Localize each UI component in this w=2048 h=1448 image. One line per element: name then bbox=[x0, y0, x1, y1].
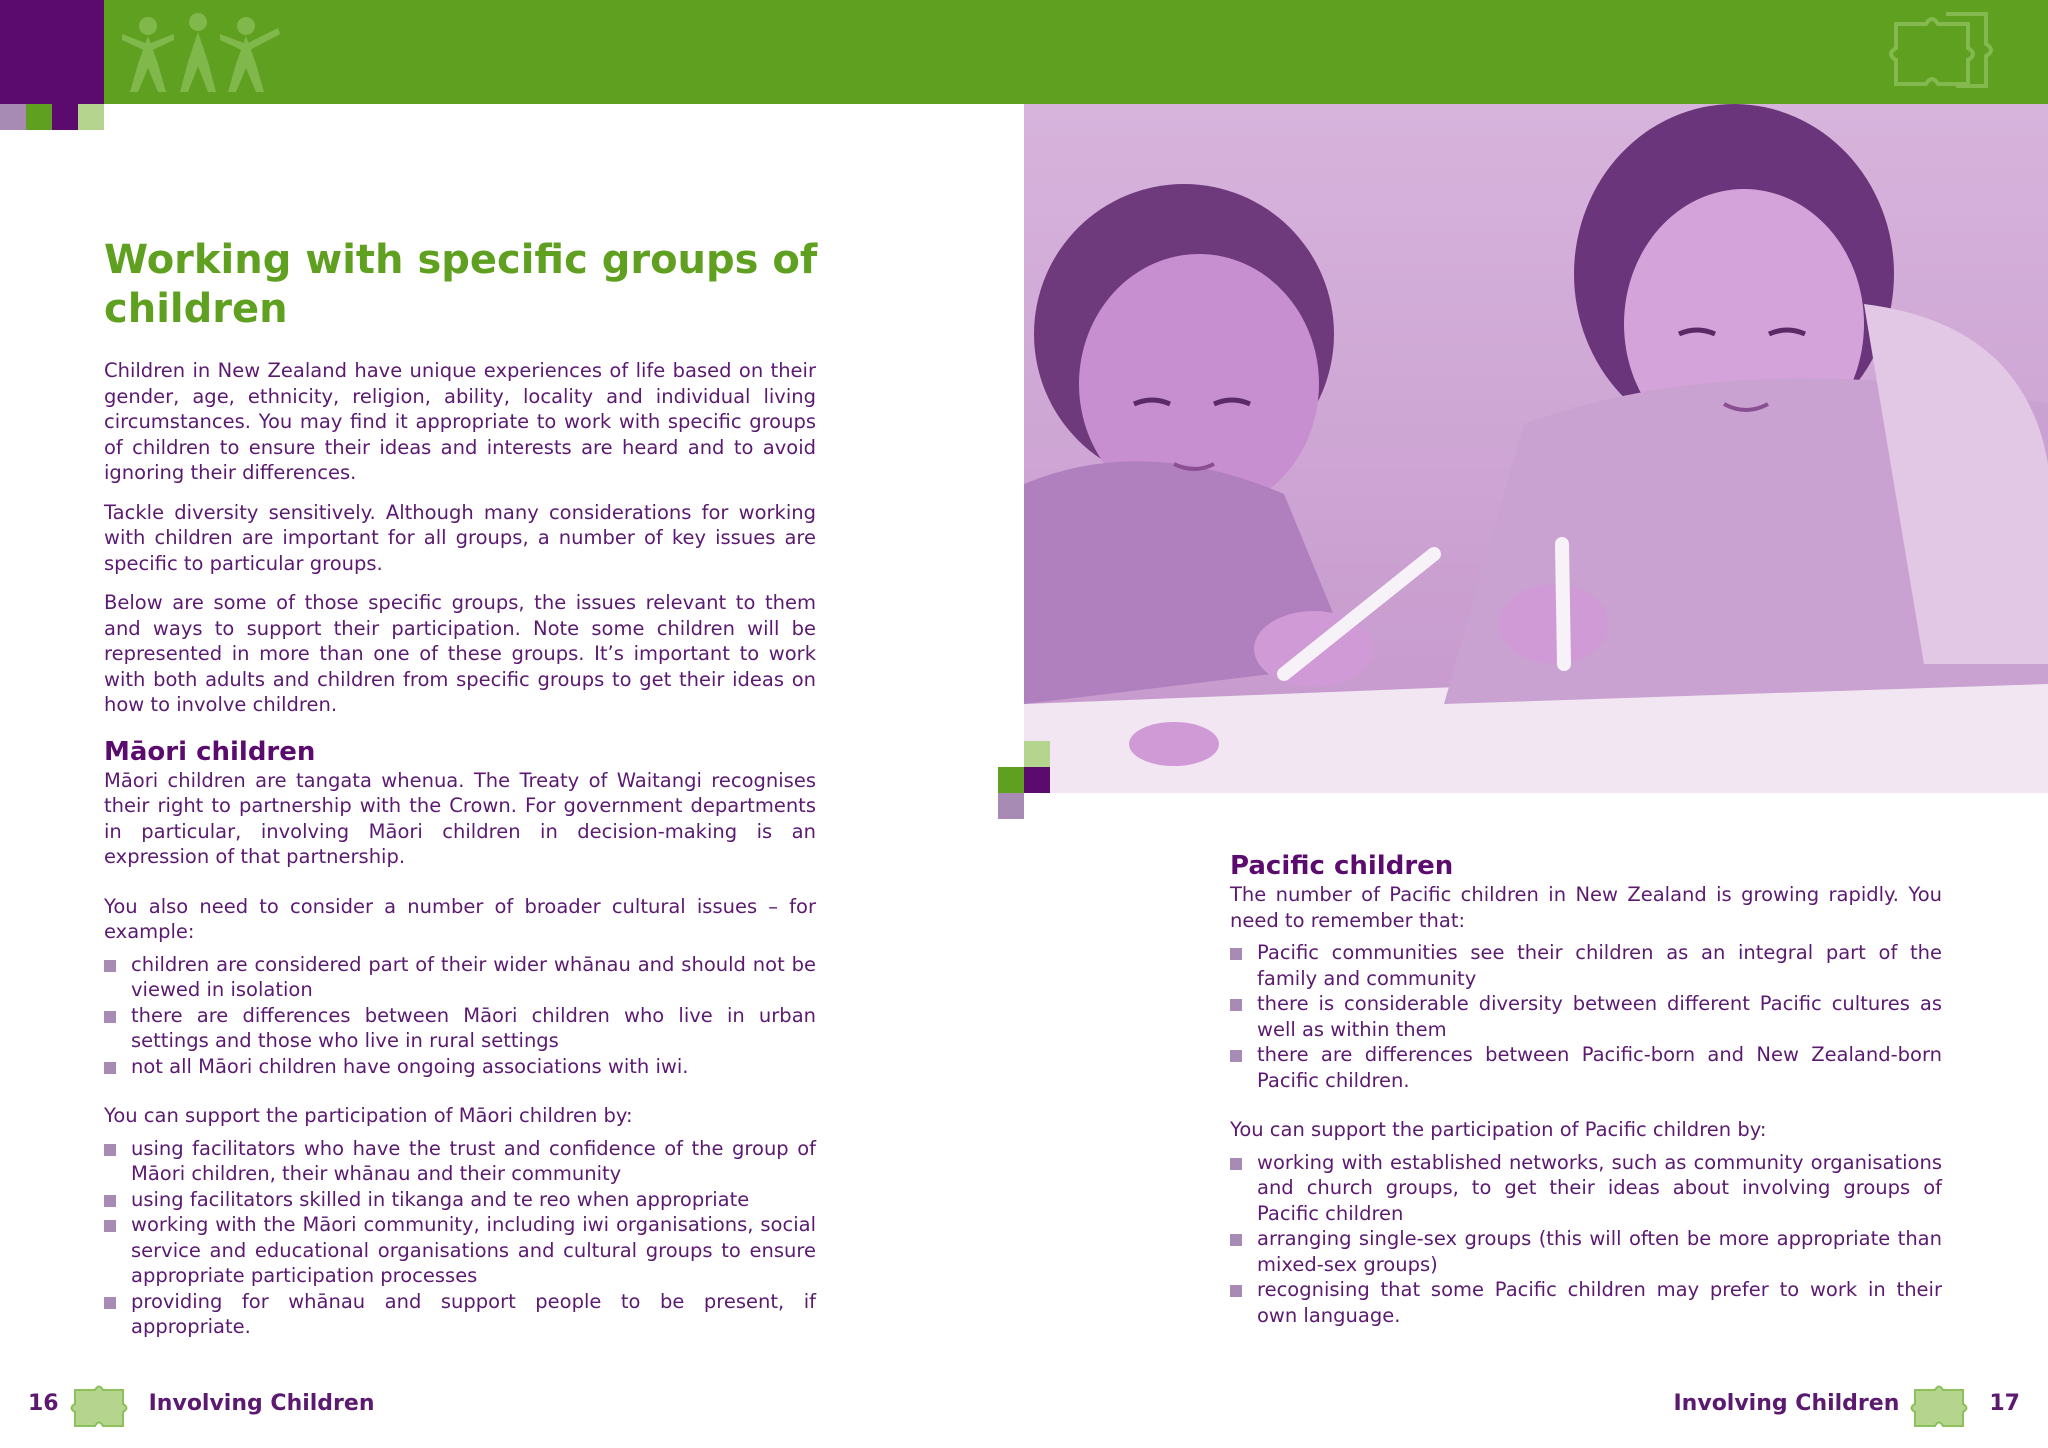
puzzle-icon bbox=[1886, 4, 2006, 96]
list-item: arranging single-sex groups (this will often be more appropriate than mixed-sex groups) bbox=[1230, 1226, 1942, 1277]
bullet-square bbox=[104, 960, 116, 972]
maori-issues-list bbox=[104, 952, 816, 1080]
list-item: there are differences between Pacific-born and New Zealand-born Pacific children. bbox=[1230, 1042, 1942, 1093]
deco-square bbox=[26, 104, 52, 130]
footer-title-left: Involving Children bbox=[148, 1391, 375, 1416]
bullet-square bbox=[104, 1144, 116, 1156]
pacific-points-list bbox=[1230, 940, 1942, 1093]
intro-paragraph: Tackle diversity sensitively. Although many considerations for working with children are important for all groups, a number of key issues are specific to particular groups. bbox=[104, 500, 816, 575]
intro-paragraph: Children in New Zealand have unique experiences of life based on their gender, age, ethnicity, religion, ability, locality and individual living circumstances. You may find it appropriate to work with specific groups of children to ensure their ideas and interests are heard and to avoid ignoring their differences. bbox=[104, 359, 816, 484]
pacific-support-intro: You can support the participation of Pacific children by: bbox=[1230, 1118, 1767, 1141]
footer-right bbox=[1674, 1380, 2021, 1428]
list-item: not all Māori children have ongoing associations with iwi. bbox=[104, 1054, 816, 1080]
bullet-square bbox=[1230, 1234, 1242, 1246]
deco-square bbox=[998, 793, 1024, 819]
dancing-figures-icon bbox=[108, 4, 288, 100]
deco-square bbox=[998, 767, 1024, 793]
list-item: children are considered part of their wider whānau and should not be viewed in isolation bbox=[104, 952, 816, 1003]
puzzle-icon bbox=[69, 1380, 139, 1428]
deco-square bbox=[1024, 767, 1050, 793]
list-item: Pacific communities see their children as an integral part of the family and community bbox=[1230, 940, 1942, 991]
deco-square bbox=[1024, 741, 1050, 767]
bullet-square bbox=[104, 1011, 116, 1023]
bullet-square bbox=[1230, 1050, 1242, 1062]
maori-paragraph: Māori children are tangata whenua. The Treaty of Waitangi recognises their right to partnership with the Crown. For government departments in particular, involving Māori children in decision-making is an expression of that partnership. bbox=[104, 768, 816, 868]
header-band bbox=[0, 0, 2048, 104]
list-item: recognising that some Pacific children may prefer to work in their own language. bbox=[1230, 1277, 1942, 1328]
list-item: there is considerable diversity between different Pacific cultures as well as within them bbox=[1230, 991, 1942, 1042]
bullet-square bbox=[1230, 999, 1242, 1011]
list-item: working with established networks, such as community organisations and church groups, to get their ideas about involving groups of Pacific children bbox=[1230, 1150, 1942, 1227]
pacific-support-list bbox=[1230, 1150, 1942, 1329]
list-item: providing for whānau and support people to be present, if appropriate. bbox=[104, 1289, 816, 1340]
bullet-square bbox=[104, 1220, 116, 1232]
footer-left bbox=[28, 1380, 375, 1428]
header-corner-block bbox=[0, 0, 104, 104]
right-column bbox=[1230, 850, 1942, 1328]
puzzle-icon bbox=[1909, 1380, 1979, 1428]
list-item: using facilitators who have the trust and confidence of the group of Māori children, their whānau and their community bbox=[104, 1136, 816, 1187]
deco-square bbox=[0, 104, 26, 130]
bullet-square bbox=[104, 1062, 116, 1074]
deco-square bbox=[78, 104, 104, 130]
maori-issues-intro: You also need to consider a number of broader cultural issues – for example: bbox=[104, 894, 816, 943]
intro-paragraph: Below are some of those specific groups, the issues relevant to them and ways to support their participation. Note some children will be represented in more than one of these groups. It’s important to work with both adults and children from specific groups to get their ideas on how to involve children. bbox=[104, 591, 816, 716]
maori-heading: Māori children bbox=[104, 736, 316, 767]
pacific-heading: Pacific children bbox=[1230, 851, 1454, 881]
maori-support-intro: You can support the participation of Māori children by: bbox=[104, 1104, 633, 1127]
page-number-right: 17 bbox=[1989, 1391, 2020, 1416]
bullet-square bbox=[104, 1297, 116, 1309]
list-item: using facilitators skilled in tikanga and te reo when appropriate bbox=[104, 1187, 816, 1213]
page-title: Working with specific groups of children bbox=[104, 237, 818, 332]
list-item: there are differences between Māori children who live in urban settings and those who live in rural settings bbox=[104, 1003, 816, 1054]
bullet-square bbox=[1230, 1158, 1242, 1170]
maori-support-list bbox=[104, 1136, 816, 1340]
bullet-square bbox=[1230, 948, 1242, 960]
pacific-paragraph: The number of Pacific children in New Zealand is growing rapidly. You need to remember that: bbox=[1230, 883, 1942, 932]
bullet-square bbox=[104, 1195, 116, 1207]
list-item: working with the Māori community, including iwi organisations, social service and educational organisations and cultural groups to ensure appropriate participation processes bbox=[104, 1212, 816, 1289]
footer-title-right: Involving Children bbox=[1673, 1391, 1900, 1416]
page-number-left: 16 bbox=[28, 1391, 59, 1416]
deco-square bbox=[52, 104, 78, 130]
left-column bbox=[104, 358, 816, 1340]
bullet-square bbox=[1230, 1285, 1242, 1297]
children-drawing-photo bbox=[1024, 104, 2048, 793]
